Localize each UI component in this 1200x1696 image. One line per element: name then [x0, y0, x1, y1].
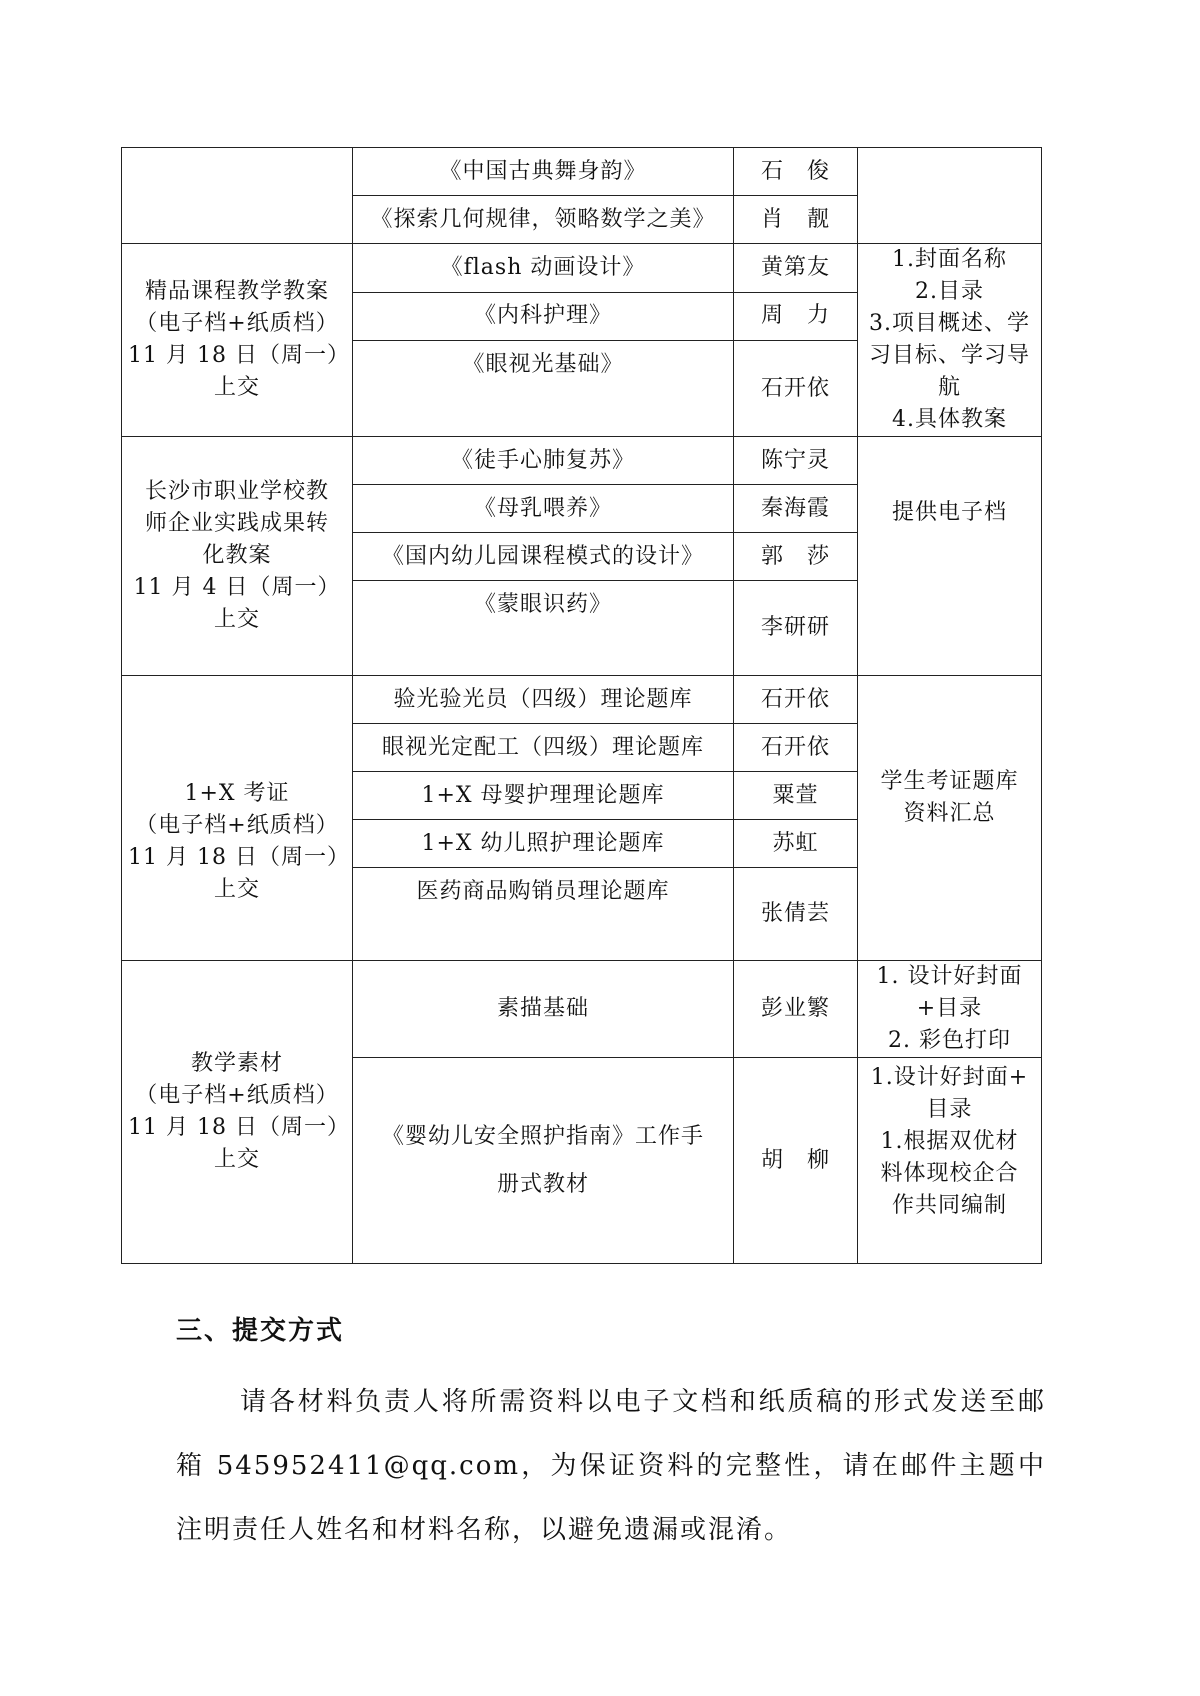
person-cell: 黄第友 — [734, 244, 858, 293]
table-row — [122, 437, 1042, 485]
category-line: （电子档+纸质档） — [135, 1083, 339, 1108]
materials-table-wrapper — [121, 147, 1041, 1264]
category-line: 1+X 考证 — [184, 781, 290, 806]
note-line: 4.具体教案 — [892, 407, 1007, 432]
note-line: 目录 — [926, 1097, 973, 1122]
note-line: 料体现校企合 — [880, 1161, 1019, 1186]
material-cell: 《国内幼儿园课程模式的设计》 — [353, 533, 734, 581]
category-cell — [122, 244, 353, 437]
note-line: 航 — [937, 375, 961, 400]
material-cell: 《眼视光基础》 — [353, 341, 734, 437]
person-cell: 石开依 — [734, 341, 858, 437]
table-row — [122, 961, 1042, 1058]
category-cell — [122, 437, 353, 676]
material-cell: 1+X 母婴护理理论题库 — [353, 772, 734, 820]
note-line: 2. 彩色打印 — [888, 1028, 1011, 1053]
material-cell: 眼视光定配工（四级）理论题库 — [353, 724, 734, 772]
category-line: 11 月 18 日（周一） — [128, 845, 350, 870]
note-line: 2.目录 — [915, 279, 984, 304]
category-line: （电子档+纸质档） — [135, 311, 339, 336]
note-cell: 提供电子档 — [858, 437, 1042, 676]
note-line: 资料汇总 — [903, 801, 996, 826]
table-row — [122, 676, 1042, 724]
note-line: 1.封面名称 — [892, 247, 1007, 272]
note-line: 习目标、学习导 — [868, 343, 1030, 368]
table-row — [122, 244, 1042, 293]
note-cell — [858, 676, 1042, 961]
material-cell: 《母乳喂养》 — [353, 485, 734, 533]
category-line: 师企业实践成果转 — [144, 511, 329, 536]
person-cell: 胡 柳 — [734, 1058, 858, 1264]
category-line: 上交 — [213, 1147, 260, 1172]
person-cell: 石开依 — [734, 724, 858, 772]
material-cell: 医药商品购销员理论题库 — [353, 868, 734, 961]
submission-paragraph: 请各材料负责人将所需资料以电子文档和纸质稿的形式发送至邮箱 545952411@qq.com，为保证资料的完整性，请在邮件主题中注明责任人姓名和材料名称，以避免遗漏或混淆。 — [176, 1387, 1046, 1545]
material-cell: 素描基础 — [353, 961, 734, 1058]
category-line: 上交 — [213, 375, 260, 400]
note-cell — [858, 961, 1042, 1058]
category-line: 化教案 — [202, 543, 272, 568]
category-cell-continued — [122, 148, 353, 244]
note-line: +目录 — [916, 996, 983, 1021]
category-line: 11 月 18 日（周一） — [128, 343, 350, 368]
material-cell: 《婴幼儿安全照护指南》工作手册式教材 — [353, 1058, 734, 1264]
person-cell: 李研研 — [734, 581, 858, 676]
note-line: 1.根据双优材 — [880, 1129, 1019, 1154]
note-line: 1.设计好封面+ — [870, 1065, 1029, 1090]
person-cell: 肖 靓 — [734, 196, 858, 244]
note-cell — [858, 1058, 1042, 1264]
material-cell: 1+X 幼儿照护理论题库 — [353, 820, 734, 868]
category-cell — [122, 961, 353, 1264]
note-line: 1. 设计好封面 — [876, 964, 1023, 989]
note-line: 3.项目概述、学 — [869, 311, 1030, 336]
category-cell — [122, 676, 353, 961]
person-cell: 张倩芸 — [734, 868, 858, 961]
category-line: 11 月 4 日（周一） — [133, 575, 341, 600]
note-line: 作共同编制 — [891, 1193, 1007, 1218]
person-cell: 秦海霞 — [734, 485, 858, 533]
person-cell: 石开依 — [734, 676, 858, 724]
materials-table — [121, 147, 1042, 1264]
person-cell: 苏虹 — [734, 820, 858, 868]
material-cell: 《中国古典舞身韵》 — [353, 148, 734, 196]
material-cell: 《徒手心肺复苏》 — [353, 437, 734, 485]
material-cell: 验光验光员（四级）理论题库 — [353, 676, 734, 724]
person-cell: 石 俊 — [734, 148, 858, 196]
category-line: 11 月 18 日（周一） — [128, 1115, 350, 1140]
category-line: 上交 — [213, 607, 260, 632]
category-line: 上交 — [213, 877, 260, 902]
note-cell-continued — [858, 148, 1042, 244]
material-cell: 《探索几何规律，领略数学之美》 — [353, 196, 734, 244]
note-cell — [858, 244, 1042, 437]
person-cell: 陈宁灵 — [734, 437, 858, 485]
material-cell: 《flash 动画设计》 — [353, 244, 734, 293]
person-cell: 周 力 — [734, 292, 858, 341]
category-line: （电子档+纸质档） — [135, 813, 339, 838]
table-row — [122, 148, 1042, 196]
person-cell: 粟萱 — [734, 772, 858, 820]
material-cell: 《蒙眼识药》 — [353, 581, 734, 676]
category-line: 长沙市职业学校教 — [144, 479, 329, 504]
category-line: 精品课程教学教案 — [144, 279, 329, 304]
note-line: 学生考证题库 — [880, 769, 1019, 794]
category-line: 教学素材 — [190, 1051, 283, 1076]
person-cell: 郭 莎 — [734, 533, 858, 581]
section-heading: 三、提交方式 — [176, 1316, 345, 1346]
person-cell: 彭业繁 — [734, 961, 858, 1058]
material-cell: 《内科护理》 — [353, 292, 734, 341]
